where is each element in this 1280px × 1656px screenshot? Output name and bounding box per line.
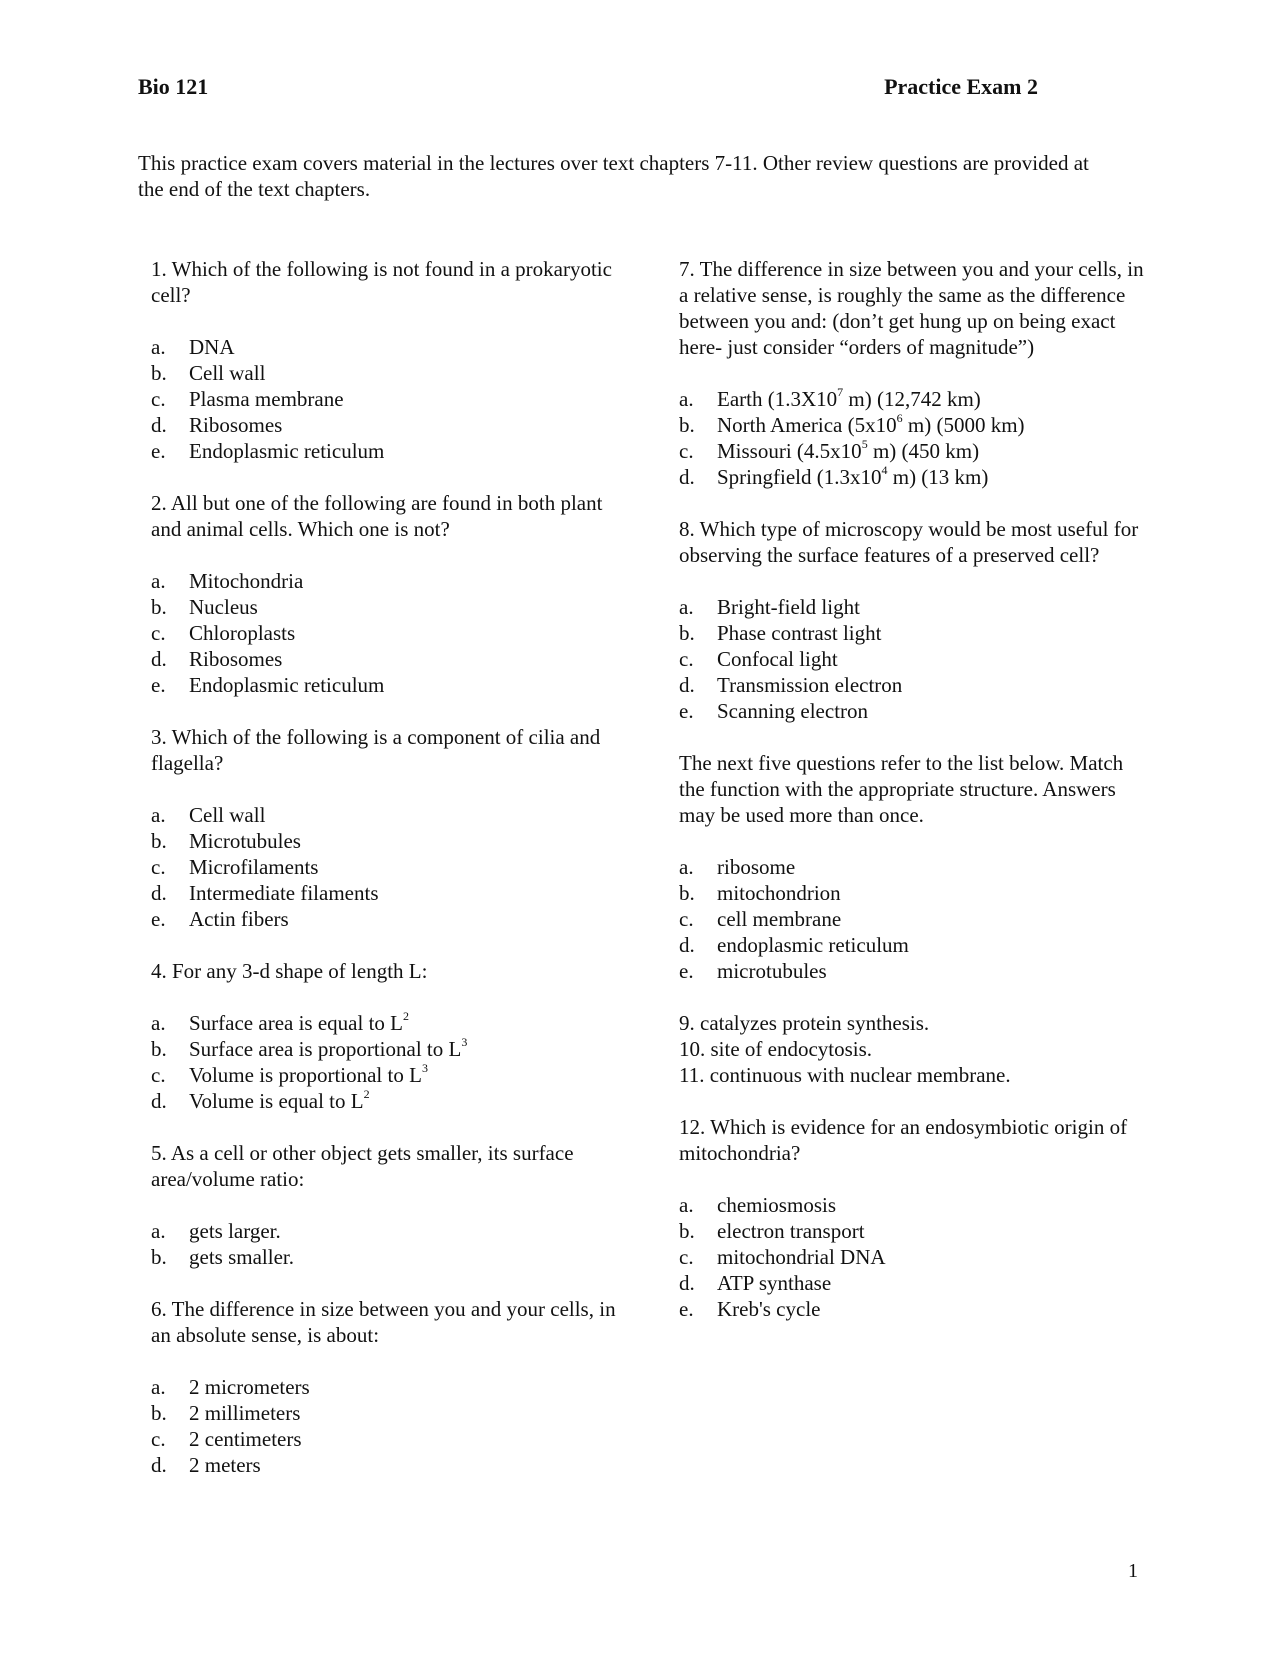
option-letter: b. bbox=[679, 1219, 695, 1243]
option-item bbox=[151, 568, 621, 594]
option-letter: d. bbox=[151, 1089, 167, 1113]
option-text: microtubules bbox=[717, 959, 827, 983]
option-text: Microtubules bbox=[189, 829, 301, 853]
option-letter: d. bbox=[151, 413, 167, 437]
option-text: Confocal light bbox=[717, 647, 838, 671]
option-item bbox=[151, 1374, 621, 1400]
option-text-main: Surface area is proportional to L bbox=[189, 1037, 462, 1061]
option-text bbox=[189, 1010, 409, 1036]
option-letter: a. bbox=[151, 1375, 166, 1399]
option-letter: b. bbox=[151, 829, 167, 853]
option-list bbox=[679, 854, 1149, 984]
option-letter: e. bbox=[679, 1297, 694, 1321]
option-letter: d. bbox=[679, 1271, 695, 1295]
option-letter: d. bbox=[679, 673, 695, 697]
option-letter: e. bbox=[151, 673, 166, 697]
option-text: Endoplasmic reticulum bbox=[189, 673, 385, 697]
option-text-main: Volume is equal to L bbox=[189, 1089, 364, 1113]
option-letter: e. bbox=[679, 699, 694, 723]
option-item bbox=[151, 412, 621, 438]
intro-paragraph: This practice exam covers material in the lectures over text chapters 7-11. Other review questions are provided at the end of the text chapters. bbox=[138, 151, 1089, 201]
question-4 bbox=[151, 958, 621, 1114]
option-item bbox=[679, 412, 1149, 438]
question-stem: 12. Which is evidence for an endosymbiotic origin of mitochondria? bbox=[679, 1115, 1128, 1165]
option-item bbox=[679, 464, 1149, 490]
option-item bbox=[679, 620, 1149, 646]
option-text: gets larger. bbox=[189, 1219, 281, 1243]
option-letter: a. bbox=[151, 1011, 166, 1035]
option-item bbox=[679, 1270, 1149, 1296]
option-list bbox=[151, 1010, 621, 1114]
option-text-post: m) (12,742 km) bbox=[843, 387, 981, 411]
option-item bbox=[679, 1192, 1149, 1218]
option-letter: b. bbox=[151, 361, 167, 385]
option-letter: c. bbox=[151, 855, 166, 879]
option-letter: c. bbox=[151, 1427, 166, 1451]
option-text: Transmission electron bbox=[717, 673, 903, 697]
option-item bbox=[151, 1426, 621, 1452]
option-item bbox=[151, 1244, 621, 1270]
option-item bbox=[151, 880, 621, 906]
option-letter: c. bbox=[151, 621, 166, 645]
option-text: ribosome bbox=[717, 855, 796, 879]
option-text: Phase contrast light bbox=[717, 621, 882, 645]
option-letter: c. bbox=[151, 1063, 166, 1087]
option-text: Intermediate filaments bbox=[189, 881, 379, 905]
option-letter: d. bbox=[679, 465, 695, 489]
matching-items bbox=[679, 1010, 1149, 1088]
right-column bbox=[679, 256, 1149, 1348]
option-item bbox=[679, 594, 1149, 620]
option-list bbox=[679, 594, 1149, 724]
option-item bbox=[679, 854, 1149, 880]
page-header bbox=[138, 74, 1038, 104]
option-item bbox=[151, 438, 621, 464]
option-item bbox=[151, 802, 621, 828]
option-item bbox=[151, 1036, 621, 1062]
option-letter: b. bbox=[151, 595, 167, 619]
option-letter: a. bbox=[679, 1193, 694, 1217]
option-letter: b. bbox=[679, 413, 695, 437]
matching-instructions: The next five questions refer to the list below. Match the function with the appropriate structure. Answers may be used more than once. bbox=[679, 751, 1124, 827]
option-text-post: m) (5000 km) bbox=[902, 413, 1025, 437]
exponent: 6 bbox=[896, 411, 903, 425]
question-stem: 3. Which of the following is a component of cilia and flagella? bbox=[151, 725, 601, 775]
option-text bbox=[189, 1062, 428, 1088]
option-item bbox=[679, 646, 1149, 672]
option-text: Nucleus bbox=[189, 595, 258, 619]
option-text: chemiosmosis bbox=[717, 1193, 836, 1217]
question-7 bbox=[679, 256, 1149, 490]
option-item bbox=[679, 906, 1149, 932]
option-item bbox=[151, 1452, 621, 1478]
option-item bbox=[151, 620, 621, 646]
option-item bbox=[151, 906, 621, 932]
option-list bbox=[151, 802, 621, 932]
question-stem: 4. For any 3-d shape of length L: bbox=[151, 959, 428, 983]
option-text-post: m) (450 km) bbox=[867, 439, 980, 463]
option-text-main: Volume is proportional to L bbox=[189, 1063, 422, 1087]
option-item bbox=[679, 438, 1149, 464]
option-item bbox=[151, 360, 621, 386]
option-text: mitochondrial DNA bbox=[717, 1245, 886, 1269]
option-text: Scanning electron bbox=[717, 699, 869, 723]
question-3 bbox=[151, 724, 621, 932]
option-letter: b. bbox=[679, 621, 695, 645]
option-list bbox=[679, 1192, 1149, 1322]
option-text-pre: North America (5x10 bbox=[717, 413, 897, 437]
question-stem: 6. The difference in size between you and your cells, in an absolute sense, is about: bbox=[151, 1297, 616, 1347]
question-10: 10. site of endocytosis. bbox=[679, 1037, 873, 1061]
option-text bbox=[189, 1088, 370, 1114]
option-text: Cell wall bbox=[189, 803, 266, 827]
option-text: cell membrane bbox=[717, 907, 842, 931]
option-letter: a. bbox=[151, 1219, 166, 1243]
question-stem: 1. Which of the following is not found in a prokaryotic cell? bbox=[151, 257, 612, 307]
exam-title: Practice Exam 2 bbox=[884, 74, 1038, 99]
option-text bbox=[189, 1036, 467, 1062]
course-title: Bio 121 bbox=[138, 74, 209, 99]
option-text-pre: Springfield (1.3x10 bbox=[717, 465, 882, 489]
question-9: 9. catalyzes protein synthesis. bbox=[679, 1011, 930, 1035]
option-item bbox=[151, 1062, 621, 1088]
exponent: 5 bbox=[861, 437, 868, 451]
question-stem: 2. All but one of the following are found in both plant and animal cells. Which one is not? bbox=[151, 491, 603, 541]
option-text: Kreb's cycle bbox=[717, 1297, 821, 1321]
option-item bbox=[679, 932, 1149, 958]
option-list bbox=[679, 386, 1149, 490]
option-text: mitochondrion bbox=[717, 881, 841, 905]
question-2 bbox=[151, 490, 621, 698]
option-item bbox=[151, 1010, 621, 1036]
exponent: 4 bbox=[881, 463, 888, 477]
option-item bbox=[151, 594, 621, 620]
question-1 bbox=[151, 256, 621, 464]
option-letter: a. bbox=[679, 595, 694, 619]
option-text bbox=[717, 386, 981, 412]
page-number: 1 bbox=[1128, 1560, 1138, 1582]
left-column bbox=[151, 256, 621, 1504]
option-letter: c. bbox=[679, 647, 694, 671]
option-letter: a. bbox=[679, 855, 694, 879]
option-letter: e. bbox=[679, 959, 694, 983]
option-text: Microfilaments bbox=[189, 855, 319, 879]
option-letter: b. bbox=[151, 1037, 167, 1061]
option-text: Plasma membrane bbox=[189, 387, 344, 411]
option-list bbox=[151, 568, 621, 698]
option-letter: e. bbox=[151, 907, 166, 931]
option-item bbox=[151, 386, 621, 412]
option-item bbox=[679, 672, 1149, 698]
option-item bbox=[151, 1088, 621, 1114]
option-letter: b. bbox=[151, 1401, 167, 1425]
option-text: gets smaller. bbox=[189, 1245, 294, 1269]
option-text: Mitochondria bbox=[189, 569, 304, 593]
option-item bbox=[679, 1296, 1149, 1322]
option-item bbox=[679, 698, 1149, 724]
option-letter: b. bbox=[151, 1245, 167, 1269]
option-letter: d. bbox=[679, 933, 695, 957]
option-letter: a. bbox=[151, 569, 166, 593]
option-text: 2 centimeters bbox=[189, 1427, 302, 1451]
exponent: 2 bbox=[402, 1009, 409, 1023]
option-letter: d. bbox=[151, 647, 167, 671]
option-letter: c. bbox=[679, 907, 694, 931]
option-item bbox=[679, 1218, 1149, 1244]
option-item bbox=[151, 672, 621, 698]
question-12 bbox=[679, 1114, 1149, 1322]
option-text: Ribosomes bbox=[189, 647, 283, 671]
option-letter: e. bbox=[151, 439, 166, 463]
option-item bbox=[679, 958, 1149, 984]
option-text: Chloroplasts bbox=[189, 621, 296, 645]
option-letter: a. bbox=[679, 387, 694, 411]
option-letter: a. bbox=[151, 335, 166, 359]
option-item bbox=[151, 1400, 621, 1426]
question-stem: 7. The difference in size between you and your cells, in a relative sense, is roughly the same as the difference between you and: (don’t get hung up on being exact here- just consider “orders of magnitude”) bbox=[679, 257, 1144, 359]
option-letter: a. bbox=[151, 803, 166, 827]
option-letter: d. bbox=[151, 881, 167, 905]
question-6 bbox=[151, 1296, 621, 1478]
exponent: 3 bbox=[421, 1061, 428, 1075]
question-stem: 8. Which type of microscopy would be most useful for observing the surface features of a preserved cell? bbox=[679, 517, 1139, 567]
option-text bbox=[717, 412, 1025, 438]
option-text-pre: Missouri (4.5x10 bbox=[717, 439, 862, 463]
option-text: endoplasmic reticulum bbox=[717, 933, 909, 957]
option-item bbox=[679, 386, 1149, 412]
option-list bbox=[151, 1218, 621, 1270]
option-text: Actin fibers bbox=[189, 907, 289, 931]
question-8 bbox=[679, 516, 1149, 724]
option-text: Bright-field light bbox=[717, 595, 860, 619]
option-text bbox=[717, 438, 979, 464]
option-letter: c. bbox=[679, 439, 694, 463]
exponent: 7 bbox=[837, 385, 844, 399]
option-text: Ribosomes bbox=[189, 413, 283, 437]
option-letter: c. bbox=[151, 387, 166, 411]
option-text: Endoplasmic reticulum bbox=[189, 439, 385, 463]
option-list bbox=[151, 334, 621, 464]
option-letter: d. bbox=[151, 1453, 167, 1477]
option-text: electron transport bbox=[717, 1219, 865, 1243]
option-text: ATP synthase bbox=[717, 1271, 832, 1295]
option-item bbox=[151, 828, 621, 854]
matching-section bbox=[679, 750, 1149, 1088]
question-5 bbox=[151, 1140, 621, 1270]
option-list bbox=[151, 1374, 621, 1478]
option-item bbox=[151, 646, 621, 672]
option-text: Cell wall bbox=[189, 361, 266, 385]
option-item bbox=[679, 1244, 1149, 1270]
option-item bbox=[151, 1218, 621, 1244]
option-item bbox=[151, 334, 621, 360]
question-11: 11. continuous with nuclear membrane. bbox=[679, 1063, 1011, 1087]
option-letter: b. bbox=[679, 881, 695, 905]
option-text: 2 meters bbox=[189, 1453, 261, 1477]
option-text: 2 millimeters bbox=[189, 1401, 301, 1425]
exponent: 2 bbox=[363, 1087, 370, 1101]
option-text bbox=[717, 464, 988, 490]
option-text-main: Surface area is equal to L bbox=[189, 1011, 403, 1035]
option-text-post: m) (13 km) bbox=[887, 465, 989, 489]
option-text: 2 micrometers bbox=[189, 1375, 310, 1399]
option-text-pre: Earth (1.3X10 bbox=[717, 387, 838, 411]
option-text: DNA bbox=[189, 335, 235, 359]
option-item bbox=[151, 854, 621, 880]
option-letter: c. bbox=[679, 1245, 694, 1269]
question-stem: 5. As a cell or other object gets smaller, its surface area/volume ratio: bbox=[151, 1141, 574, 1191]
option-item bbox=[679, 880, 1149, 906]
exponent: 3 bbox=[461, 1035, 468, 1049]
